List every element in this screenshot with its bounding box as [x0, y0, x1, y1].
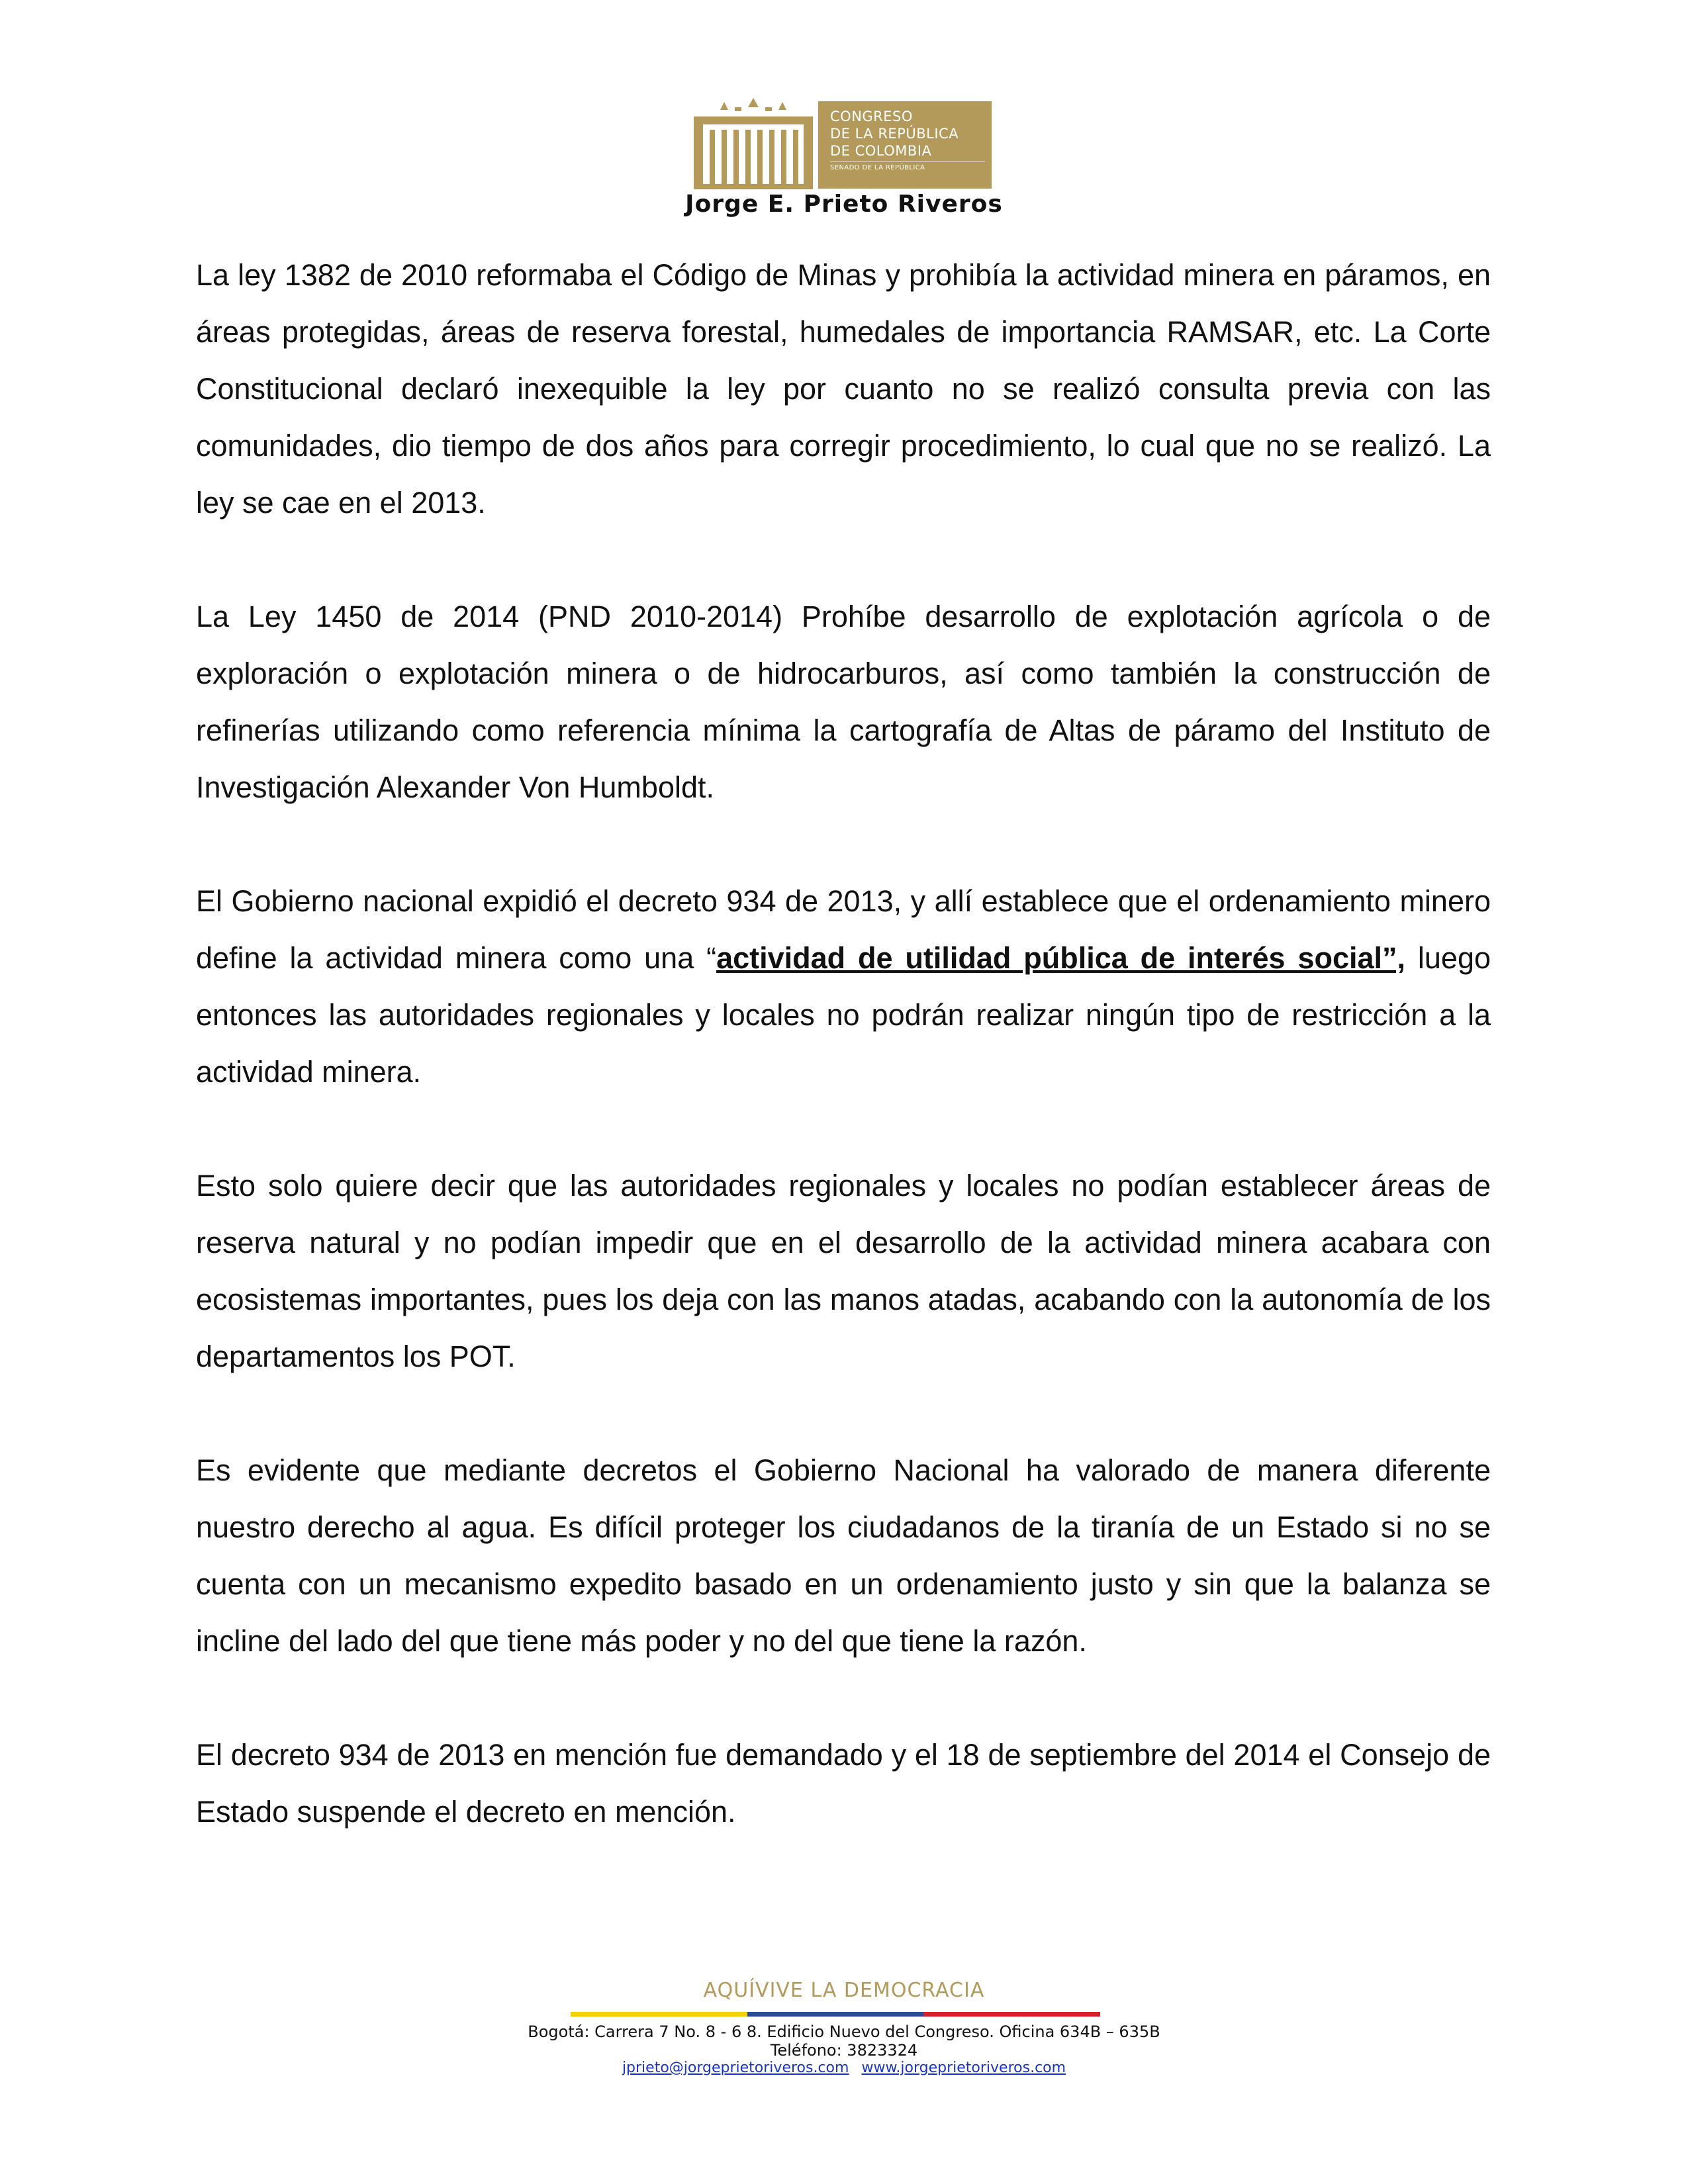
footer-address: Bogotá: Carrera 7 No. 8 - 6 8. Edificio Nuevo del Congreso. Oficina 634B – 635B — [528, 2023, 1160, 2041]
paragraph-2: La Ley 1450 de 2014 (PND 2010-2014) Prohíbe desarrollo de explotación agrícola o de exploración o explotación minera o de hidrocarburos, así como también la construcción de refinerías utilizando como referencia mínima la cartografía de Altas de páramo del Instituto de Investigación Alexander Von Humboldt. — [196, 600, 1491, 804]
flag-yellow-stripe — [571, 2012, 747, 2017]
slogan: AQUÍVIVE LA DEMOCRACIA — [703, 1979, 985, 2002]
logo-line-4: SENADO DE LA REPÚBLICA — [830, 161, 985, 173]
quote-open-mark: “ — [706, 941, 717, 975]
logo-line-2: DE LA REPÚBLICA — [830, 126, 959, 142]
logo-line-3: DE COLOMBIA — [830, 143, 932, 159]
footer-phone: Teléfono: 3823324 — [770, 2041, 918, 2060]
paragraph-4: Esto solo quiere decir que las autoridades regionales y locales no podían establecer áreas de reserva natural y no podían impedir que en el desarrollo de la actividad minera acabara con ecosistemas importantes, pues los deja con las manos atadas, acabando con la autonomía de los departamentos los POT. — [196, 1169, 1491, 1373]
author-name: Jorge E. Prieto Riveros — [685, 191, 1003, 218]
logo-line-1: CONGRESO — [830, 109, 913, 124]
website-link[interactable]: www.jorgeprietoriveros.com — [861, 2060, 1066, 2076]
emphasized-quote: actividad de utilidad pública de interés social”, — [716, 941, 1406, 975]
footer-links — [0, 2060, 1688, 2076]
footer-address-block — [0, 2023, 1688, 2060]
flag-red-stripe — [923, 2012, 1100, 2017]
document-body — [196, 247, 1491, 1897]
congress-logo — [694, 98, 992, 189]
page-footer — [0, 1979, 1688, 2076]
logo-text-box — [818, 101, 992, 189]
capitol-building-icon — [694, 98, 813, 189]
paragraph-3 — [196, 873, 1491, 1101]
paragraph-3-tail: luego entonces las autoridades regionales y locales no podrán realizar ningún tipo de restricción a la actividad minera. — [196, 941, 1491, 1089]
flag-blue-stripe — [747, 2012, 924, 2017]
paragraph-3-lead: El Gobierno nacional expidió el decreto 934 de 2013, y allí establece que el ordenamiento minero define la actividad minera como una — [196, 884, 1491, 975]
paragraph-1: La ley 1382 de 2010 reformaba el Código de Minas y prohibía la actividad minera en páramos, en áreas protegidas, áreas de reserva forestal, humedales de importancia RAMSAR, etc. La Corte Constitucional declaró inexequible la ley por cuanto no se realizó consulta previa con las comunidades, dio tiempo de dos años para corregir procedimiento, lo cual que no se realizó. La ley se cae en el 2013. — [196, 258, 1491, 520]
paragraph-6: El decreto 934 de 2013 en mención fue demandado y el 18 de septiembre del 2014 el Consejo de Estado suspende el decreto en mención. — [196, 1738, 1491, 1829]
paragraph-5: Es evidente que mediante decretos el Gobierno Nacional ha valorado de manera diferente nuestro derecho al agua. Es difícil proteger los ciudadanos de la tiranía de un Estado si no se cuenta con un mecanismo expedito basado en un ordenamiento justo y sin que la balanza se incline del lado del que tiene más poder y no del que tiene la razón. — [196, 1453, 1491, 1658]
email-link[interactable]: jprieto@jorgeprietoriveros.com — [622, 2060, 849, 2076]
colombia-flag-stripe — [571, 2012, 1100, 2017]
